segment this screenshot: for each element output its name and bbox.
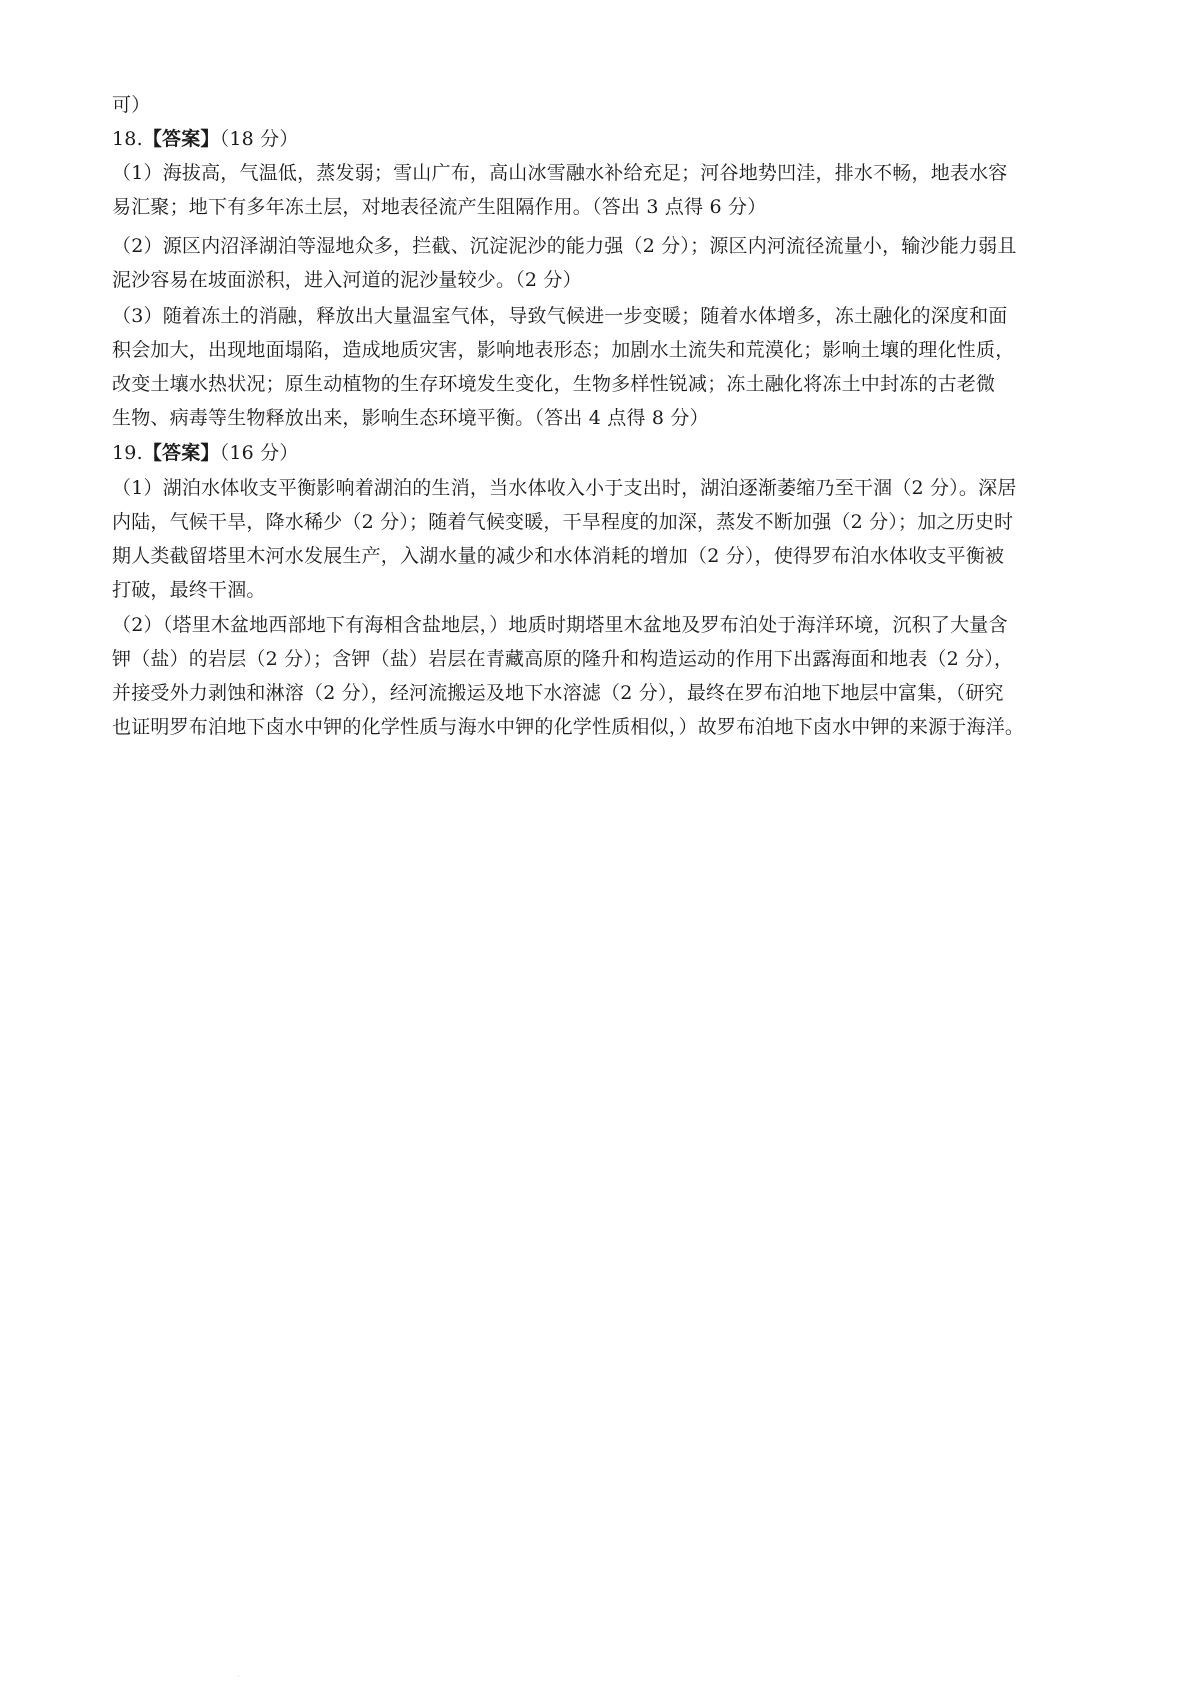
q18-answer-tag: 【答案】 — [142, 128, 220, 150]
q19-number: 19. — [112, 442, 143, 464]
q18-heading — [112, 122, 1102, 156]
q19-p2-line1: （2）（塔里木盆地西部地下有海相含盐地层，）地质时期塔里木盆地及罗布泊处于海洋环境，沉积了大量含 — [112, 614, 1008, 636]
q19-answer-tag: 【答案】 — [142, 442, 220, 464]
q18-p2-line2: 泥沙容易在坡面淤积，进入河道的泥沙量较少。（2 分） — [112, 269, 582, 291]
q18-p3-line3: 改变土壤水热状况；原生动植物的生存环境发生变化，生物多样性锐减；冻土融化将冻土中封冻的古老微 — [112, 373, 996, 395]
q19-p1-line1: （1）湖泊水体收支平衡影响着湖泊的生消，当水体收入小于支出时，湖泊逐渐萎缩乃至干涸（2 分）。深居 — [112, 477, 1017, 499]
q18-p1-line2: 易汇聚；地下有多年冻土层，对地表径流产生阻隔作用。（答出 3 点得 6 分） — [112, 196, 767, 218]
footer-mark: · — [237, 1672, 240, 1681]
q18-score: （18 分） — [219, 128, 299, 150]
q18-p1-line1: （1）海拔高，气温低，蒸发弱；雪山广布，高山冰雪融水补给充足；河谷地势凹洼，排水不畅，地表水容 — [112, 162, 1008, 184]
q19-p2-line4: 也证明罗布泊地下卤水中钾的化学性质与海水中钾的化学性质相似，）故罗布泊地下卤水中钾的来源于海洋。 — [112, 716, 1025, 738]
q19-p1-line3: 期人类截留塔里木河水发展生产，入湖水量的减少和水体消耗的增加（2 分），使得罗布泊水体收支平衡被 — [112, 545, 1005, 567]
fragment-line: 可） — [112, 94, 151, 116]
q19-p2-line3: 并接受外力剥蚀和淋溶（2 分），经河流搬运及地下水溶滤（2 分），最终在罗布泊地下地层中富集，（研究 — [112, 682, 1004, 704]
q18-p3-line1: （3）随着冻土的消融，释放出大量温室气体，导致气候进一步变暖；随着水体增多，冻土融化的深度和面 — [112, 305, 1008, 327]
q19-p1-line2: 内陆，气候干旱，降水稀少（2 分）；随着气候变暖，干旱程度的加深，蒸发不断加强（2 分）；加之历史时 — [112, 511, 1014, 533]
q18-p3-line2: 积会加大，出现地面塌陷，造成地质灾害，影响地表形态；加剧水土流失和荒漠化；影响土壤的理化性质， — [112, 339, 1015, 361]
q19-heading — [112, 436, 1102, 470]
q19-p1-line4: 打破，最终干涸。 — [112, 579, 266, 601]
q18-number: 18. — [112, 128, 143, 150]
q18-p3-line4: 生物、病毒等生物释放出来，影响生态环境平衡。（答出 4 点得 8 分） — [112, 407, 709, 429]
q19-score: （16 分） — [219, 442, 299, 464]
q18-p2-line1: （2）源区内沼泽湖泊等湿地众多，拦截、沉淀泥沙的能力强（2 分）；源区内河流径流量小，输沙能力弱且 — [112, 235, 1017, 257]
q19-p2-line2: 钾（盐）的岩层（2 分）；含钾（盐）岩层在青藏高原的隆升和构造运动的作用下出露海面和地表（2 分）， — [112, 648, 1014, 670]
